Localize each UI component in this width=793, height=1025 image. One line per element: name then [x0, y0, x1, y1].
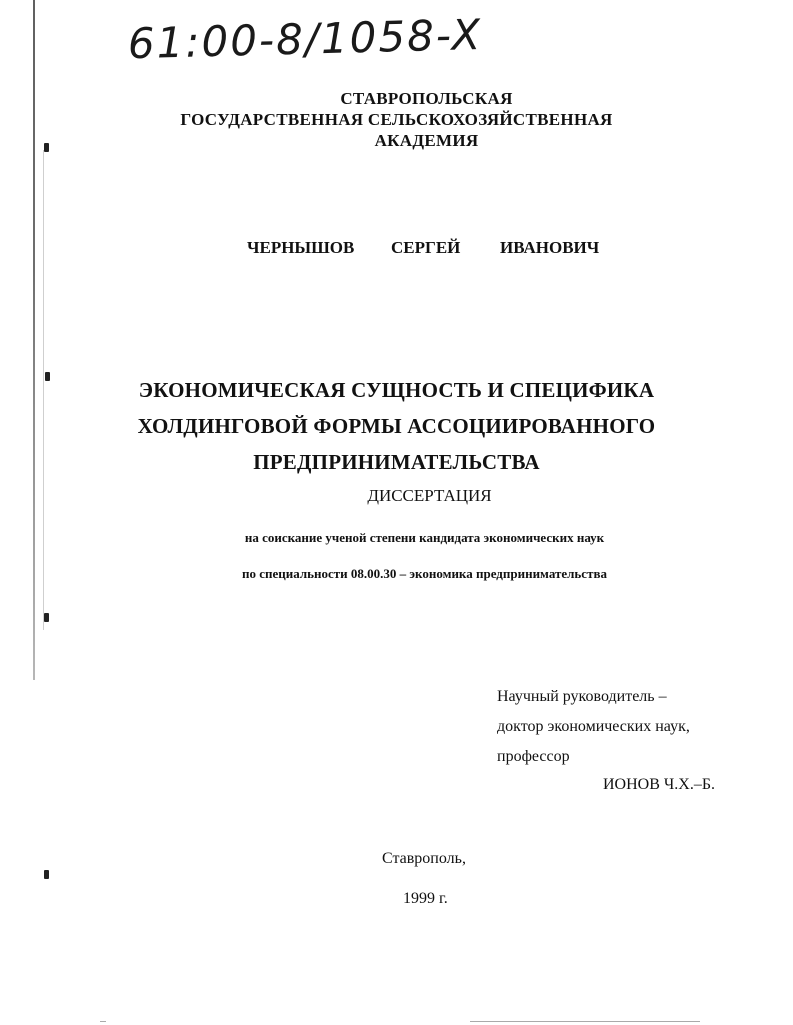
- institution-line-3: АКАДЕМИЯ: [374, 131, 479, 150]
- title-line-3: ПРЕДПРИНИМАТЕЛЬСТВА: [253, 450, 540, 474]
- specialty-line: по специальности 08.00.30 – экономика предпринимательства: [241, 566, 607, 581]
- supervisor-block: [497, 682, 690, 772]
- institution-line-2: ГОСУДАРСТВЕННАЯ СЕЛЬСКОХОЗЯЙСТВЕННАЯ: [180, 110, 613, 129]
- supervisor-role: Научный руководитель –: [497, 688, 667, 705]
- institution-name: [0, 88, 793, 151]
- title-line-1: ЭКОНОМИЧЕСКАЯ СУЩНОСТЬ И СПЕЦИФИКА: [138, 378, 655, 402]
- year: 1999 г.: [403, 890, 448, 907]
- degree-line: на соискание ученой степени кандидата экономических наук: [244, 530, 605, 545]
- title-line-2: ХОЛДИНГОВОЙ ФОРМЫ АССОЦИИРОВАННОГО: [137, 414, 656, 438]
- supervisor-name: ИОНОВ Ч.Х.–Б.: [603, 776, 716, 793]
- scan-artifact-line: [100, 1021, 106, 1022]
- dissertation-title: [0, 372, 793, 480]
- city: Ставрополь,: [382, 850, 466, 867]
- author-middle-name: ИВАНОВИЧ: [500, 238, 600, 257]
- scan-artifact-mark: [44, 870, 49, 879]
- document-type: ДИССЕРТАЦИЯ: [367, 486, 492, 505]
- institution-line-1: СТАВРОПОЛЬСКАЯ: [340, 89, 513, 108]
- author-last-name: ЧЕРНЫШОВ: [247, 238, 355, 257]
- scan-artifact-mark: [44, 613, 49, 622]
- handwritten-catalog-number: 61:00-8/1058-X: [127, 9, 483, 69]
- supervisor-degree: доктор экономических наук,: [497, 718, 690, 735]
- scan-artifact-line: [470, 1021, 700, 1022]
- author-first-name: СЕРГЕЙ: [391, 238, 461, 257]
- supervisor-rank: профессор: [497, 748, 570, 765]
